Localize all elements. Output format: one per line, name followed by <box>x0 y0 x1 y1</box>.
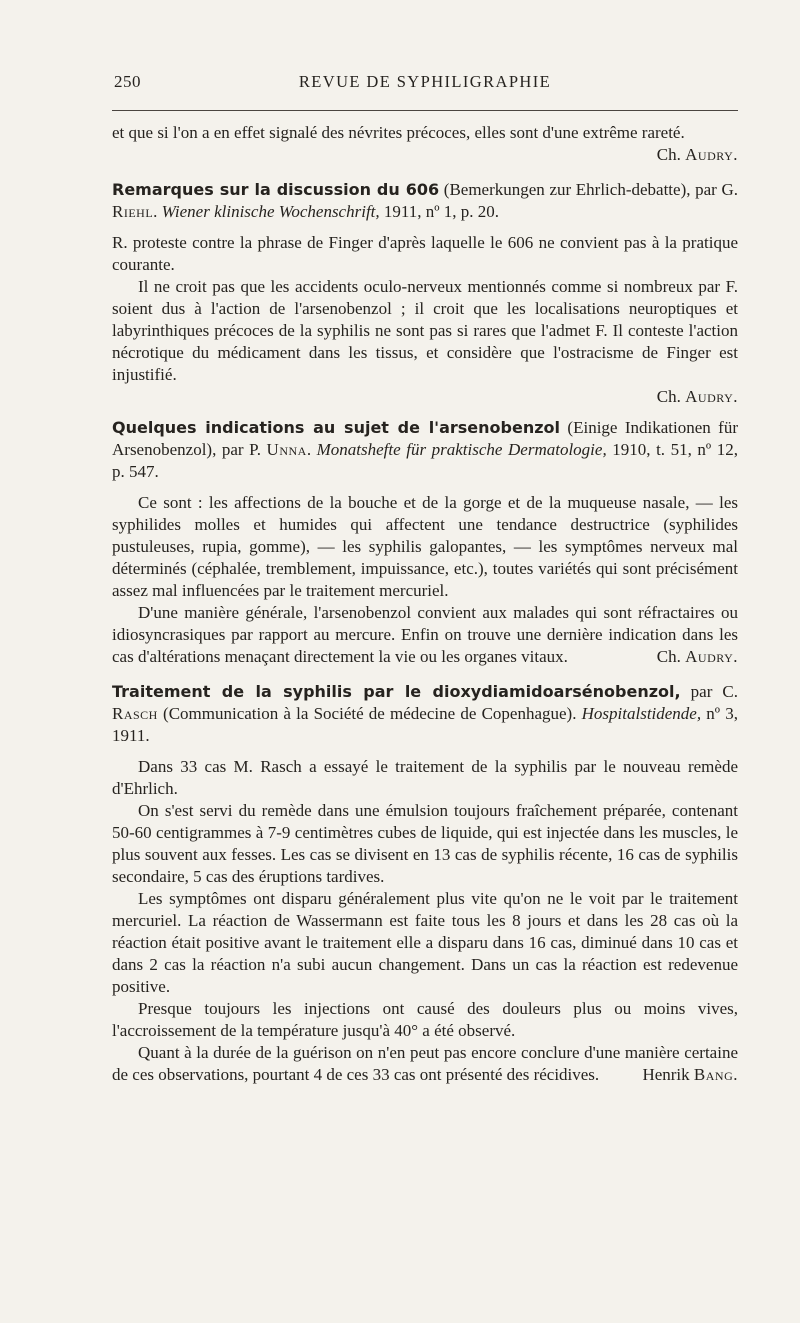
article3-signature: Henrik Bang. <box>642 1065 738 1084</box>
article2-heading: Quelques indications au sujet de l'arsenobenzol (Einige Indikationen für Arsenobenzol), par P. Unna. Monatshefte für praktische Dermatologie, 1910, t. 51, nº 12, p. 547. <box>112 418 739 481</box>
article3-journal: Hospitalstidende, <box>581 704 702 723</box>
article3-paragraph-last: Quant à la durée de la guérison on n'en peut pas encore conclure d'une manière certaine de ces observations, pourtant 4 de ces 33 cas ont présenté des récidives. Henrik Bang. <box>112 1043 738 1084</box>
article1-title: Remarques sur la discussion du 606 <box>112 180 440 199</box>
article2-paragraph: Ce sont : les affections de la bouche et de la gorge et de la muqueuse nasale, — les syphilides molles et humides qui affectent une tendance destructrice (syphilides pustuleuses, rupia, gomme), — les syphilis galopantes, — les symptômes nerveux mal déterminés (céphalée, tremblement, impuissance, etc.), toutes variétés qui sont précisément assez mal influencées par le traitement mercuriel. <box>112 493 738 600</box>
article3-paragraph: Presque toujours les injections ont causé des douleurs plus ou moins vives, l'accroissement de la température jusqu'à 40° a été observé. <box>112 999 738 1040</box>
article1-signature: Ch. Audry. <box>656 387 738 406</box>
body-text <box>112 122 738 1086</box>
article1-paragraph: Il ne croit pas que les accidents oculo-nerveux mentionnés comme si nombreux par F. soient dus à l'action de l'arsenobenzol ; il croit que les localisations neuroptiques et labyrinthiques précoces de la syphilis ne sont pas si rares que l'admet F. Il conteste l'action nécrotique du médicament dans les tissus, et considère que l'ostracisme de Finger est injustifié. <box>112 277 738 384</box>
page-header <box>114 72 736 96</box>
article1-author: Riehl <box>112 202 154 221</box>
continuation-signature: Ch. Audry. <box>656 145 738 164</box>
article3-author: Rasch <box>112 704 158 723</box>
header-rule <box>112 110 738 111</box>
article1-heading: Remarques sur la discussion du 606 (Bemerkungen zur Ehrlich-debatte), par G. Riehl. Wiener klinische Wochenschrift, 1911, nº 1, p. 20. <box>112 180 738 221</box>
article2-paragraph-last: D'une manière générale, l'arsenobenzol convient aux malades qui sont réfractaires ou idiosyncrasiques par rapport au mercure. Enfin on trouve une dernière indication dans les cas d'altérations menaçant directement la vie ou les organes vitaux. Ch. Audry. <box>112 603 738 666</box>
article1-journal: Wiener klinische Wochenschrift, <box>161 202 380 221</box>
article2-author: Unna <box>266 440 307 459</box>
article3-paragraph: On s'est servi du remède dans une émulsion toujours fraîchement préparée, contenant 50-60 centigrammes à 7-9 centimètres cubes de liquide, qui est injectée dans les muscles, le plus souvent aux fesses. Les cas se divisent en 13 cas de syphilis récente, 16 cas de syphilis secondaire, 5 cas des éruptions tardives. <box>112 801 738 886</box>
continuation-text: et que si l'on a en effet signalé des névrites précoces, elles sont d'une extrême rareté. <box>112 123 685 142</box>
article3-paragraph: Les symptômes ont disparu généralement plus vite qu'on ne le voit par le traitement mercuriel. La réaction de Wassermann est faite tous les 8 jours et dans les 28 cas où la réaction était positive avant le traitement elle a disparu dans 16 cas, diminué dans 10 cas et dans 2 cas la réaction n'a subi aucun changement. Dans un cas la réaction est redevenue positive. <box>112 889 738 996</box>
article2-journal: Monatshefte für praktische Dermatologie, <box>316 440 607 459</box>
page-number: 250 <box>114 72 141 91</box>
running-title: REVUE DE SYPHILIGRAPHIE <box>298 72 552 91</box>
article3-paragraph: Dans 33 cas M. Rasch a essayé le traitement de la syphilis par le nouveau remède d'Ehrlich. <box>112 757 738 798</box>
article2-signature: Ch. Audry. <box>656 647 738 666</box>
article1-paragraph: R. proteste contre la phrase de Finger d'après laquelle le 606 ne convient pas à la pratique courante. <box>112 233 738 274</box>
article2-title: Quelques indications au sujet de l'arsenobenzol <box>112 418 561 437</box>
continuation-paragraph <box>112 122 738 166</box>
article3-heading: Traitement de la syphilis par le dioxydiamidoarsénobenzol, par C. Rasch (Communication à la Société de médecine de Copenhague). Hospitalstidende, nº 3, 1911. <box>112 682 739 745</box>
article3-title: Traitement de la syphilis par le dioxydiamidoarsénobenzol, <box>112 682 681 701</box>
